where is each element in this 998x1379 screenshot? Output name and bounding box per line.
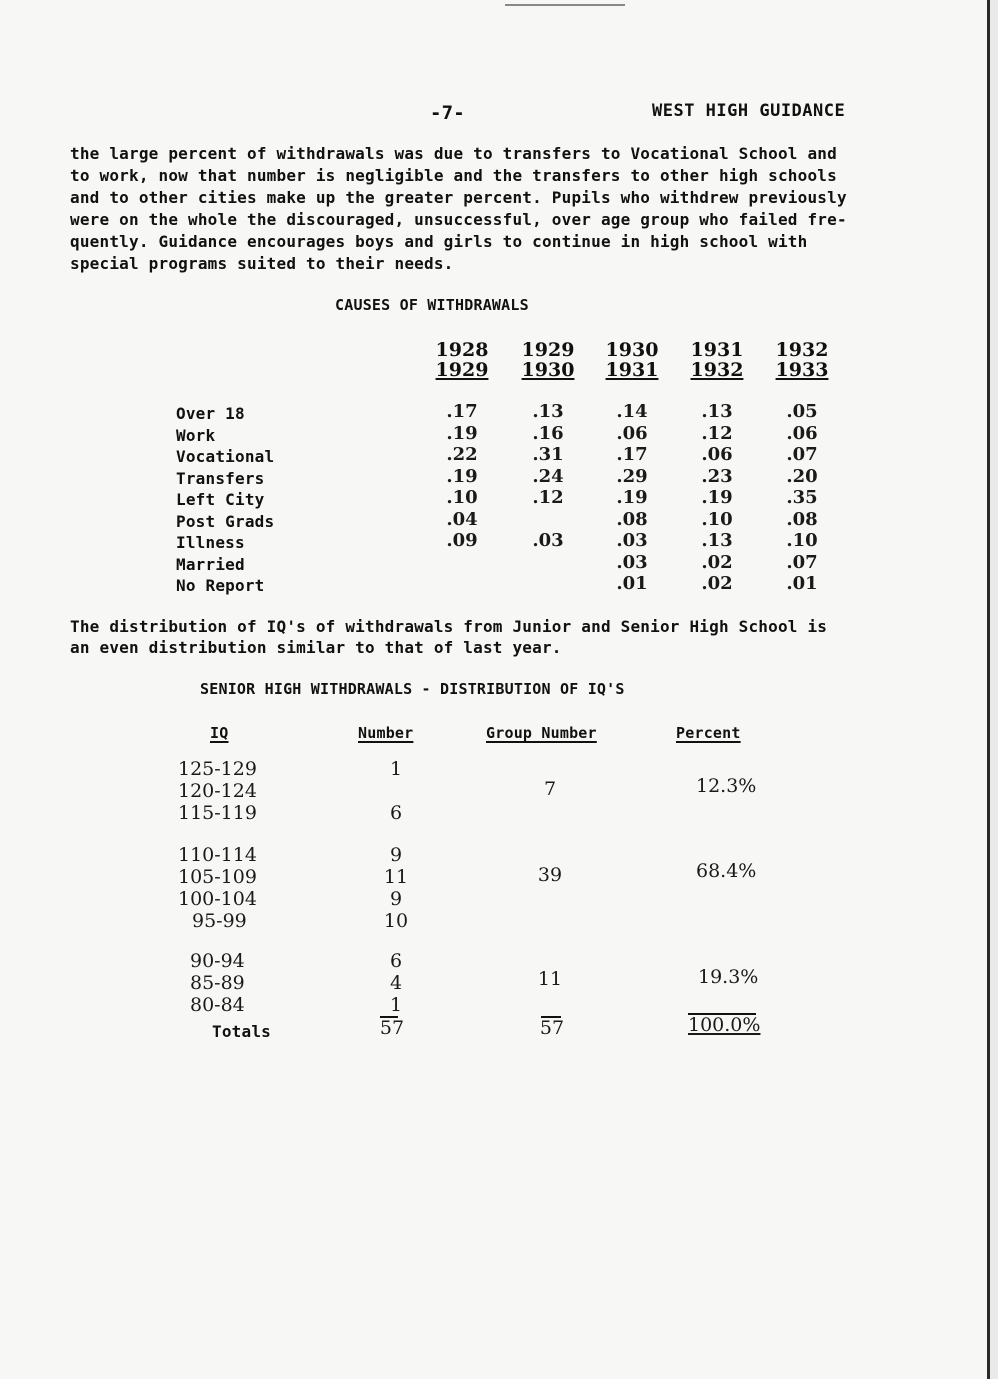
- cause-value-cell: .01: [616, 573, 648, 594]
- cause-value-cell: .08: [786, 508, 818, 530]
- iq-range-cell: 80-84: [190, 994, 245, 1016]
- iq-number-cell: 1: [389, 994, 403, 1016]
- cause-value-cell: .04: [446, 508, 478, 530]
- causes-title: CAUSES OF WITHDRAWALS: [335, 296, 529, 314]
- cause-value-cell: .13: [701, 401, 733, 422]
- cause-value-cell: .19: [616, 487, 648, 508]
- iq-number-cell: 9: [389, 888, 403, 910]
- cause-value-cell: .13: [701, 530, 733, 551]
- cause-value-cell: .02: [701, 551, 733, 573]
- cause-value-cell: .20: [786, 465, 818, 487]
- running-head: WEST HIGH GUIDANCE: [652, 101, 846, 121]
- cause-value-cell: .12: [701, 422, 733, 444]
- cause-value-cell: .08: [616, 508, 648, 530]
- paragraph-line: and to other cities make up the greater percent. Pupils who withdrew previously: [70, 188, 847, 207]
- cause-value-cell: .06: [616, 422, 648, 444]
- cause-value-cell: .13: [532, 401, 564, 422]
- cause-value-cell: .17: [616, 444, 648, 465]
- cause-value-cell: .35: [786, 487, 818, 508]
- iq-range-cell: 85-89: [190, 972, 245, 994]
- group-number-cell: 11: [537, 968, 563, 990]
- iq-range-cell: 100-104: [178, 888, 257, 910]
- page-number: -7-: [430, 102, 465, 124]
- cause-value-cell: .17: [446, 401, 478, 422]
- percent-column-header: Percent: [676, 724, 741, 742]
- cause-value-cell: .10: [701, 508, 733, 530]
- paragraph-line: an even distribution similar to that of last year.: [70, 638, 562, 657]
- cause-value-cell: .19: [446, 465, 478, 487]
- percent-cell: 12.3%: [696, 775, 757, 797]
- cause-label: Work: [176, 425, 216, 445]
- iq-paragraph: [70, 616, 827, 658]
- iq-range-cell: 95-99: [192, 910, 247, 932]
- cause-value-cell: .07: [786, 551, 818, 573]
- cause-label: Illness: [176, 533, 245, 552]
- cause-label: Transfers: [176, 468, 265, 488]
- cause-value-cell: .31: [532, 444, 564, 465]
- cause-value-cell: .03: [616, 551, 648, 573]
- iq-number-cell: 6: [389, 802, 403, 824]
- iq-number-cell: 1: [389, 758, 403, 780]
- iq-table-title: SENIOR HIGH WITHDRAWALS - DISTRIBUTION OF IQ'S: [200, 680, 625, 698]
- paragraph-line: The distribution of IQ's of withdrawals from Junior and Senior High School is: [70, 617, 828, 636]
- iq-range-cell: 90-94: [190, 950, 245, 972]
- cause-label: Over 18: [176, 404, 245, 423]
- cause-value-cell: .01: [786, 573, 818, 594]
- totals-number: 57: [379, 1017, 405, 1039]
- group-number-cell: 39: [537, 864, 563, 886]
- cause-value-cell: .16: [532, 422, 564, 444]
- iq-number-cell: 11: [383, 866, 409, 888]
- cause-value-cell: .05: [786, 401, 818, 422]
- intro-paragraph: [70, 143, 930, 275]
- iq-range-cell: 105-109: [178, 866, 257, 888]
- cause-value-cell: .24: [532, 465, 564, 487]
- paragraph-line: quently. Guidance encourages boys and girls to continue in high school with: [70, 232, 808, 251]
- iq-number-cell: 6: [389, 950, 403, 972]
- iq-number-cell: 10: [383, 910, 409, 932]
- totals-label: Totals: [212, 1022, 271, 1041]
- cause-value-cell: .06: [701, 444, 733, 465]
- percent-cell: 19.3%: [698, 966, 759, 988]
- group-number-column-header: Group Number: [486, 724, 597, 742]
- cause-label: No Report: [176, 576, 265, 595]
- cause-value-cell: .02: [701, 573, 733, 594]
- percent-cell: 68.4%: [696, 860, 757, 882]
- totals-percent: 100.0%: [688, 1014, 761, 1036]
- cause-value-cell: .22: [446, 444, 478, 465]
- iq-range-cell: 125-129: [178, 758, 257, 780]
- cause-label: Vocational: [176, 447, 275, 466]
- cause-value-cell: .03: [532, 530, 564, 551]
- scan-mark: [505, 4, 625, 6]
- cause-value-cell: .07: [786, 444, 818, 465]
- year-header: 1932 1933: [775, 339, 829, 381]
- group-number-cell: 7: [543, 778, 557, 800]
- cause-value-cell: .29: [616, 465, 648, 487]
- number-column-header: Number: [358, 724, 414, 742]
- cause-value-cell: .03: [616, 530, 648, 551]
- cause-label: Left City: [176, 490, 265, 509]
- iq-range-cell: 120-124: [178, 780, 257, 802]
- year-header: 1928 1929: [435, 339, 489, 381]
- cause-value-cell: .10: [786, 530, 818, 551]
- paragraph-line: the large percent of withdrawals was due to transfers to Vocational School and: [70, 144, 837, 163]
- cause-value-cell: .19: [446, 422, 478, 444]
- cause-value-cell: .14: [616, 401, 648, 422]
- cause-value-cell: .12: [532, 487, 564, 508]
- paragraph-line: were on the whole the discouraged, unsuccessful, over age group who failed fre-: [70, 210, 847, 229]
- year-header: 1929 1930: [521, 339, 575, 381]
- cause-label: Post Grads: [176, 511, 275, 531]
- cause-value-cell: .19: [701, 487, 733, 508]
- cause-value-cell: .09: [446, 530, 478, 551]
- year-header: 1931 1932: [690, 339, 744, 381]
- paragraph-line: to work, now that number is negligible and the transfers to other high schools: [70, 166, 837, 185]
- cause-label: Married: [176, 554, 245, 574]
- iq-range-cell: 115-119: [178, 802, 257, 824]
- cause-value-cell: .23: [701, 465, 733, 487]
- iq-number-cell: 9: [389, 844, 403, 866]
- cause-value-cell: .10: [446, 487, 478, 508]
- iq-column-header: IQ: [210, 724, 229, 742]
- year-header: 1930 1931: [605, 339, 659, 381]
- iq-number-cell: 4: [389, 972, 403, 994]
- iq-range-cell: 110-114: [178, 844, 257, 866]
- totals-group: 57: [539, 1017, 565, 1039]
- cause-value-cell: .06: [786, 422, 818, 444]
- paragraph-line: special programs suited to their needs.: [70, 254, 454, 273]
